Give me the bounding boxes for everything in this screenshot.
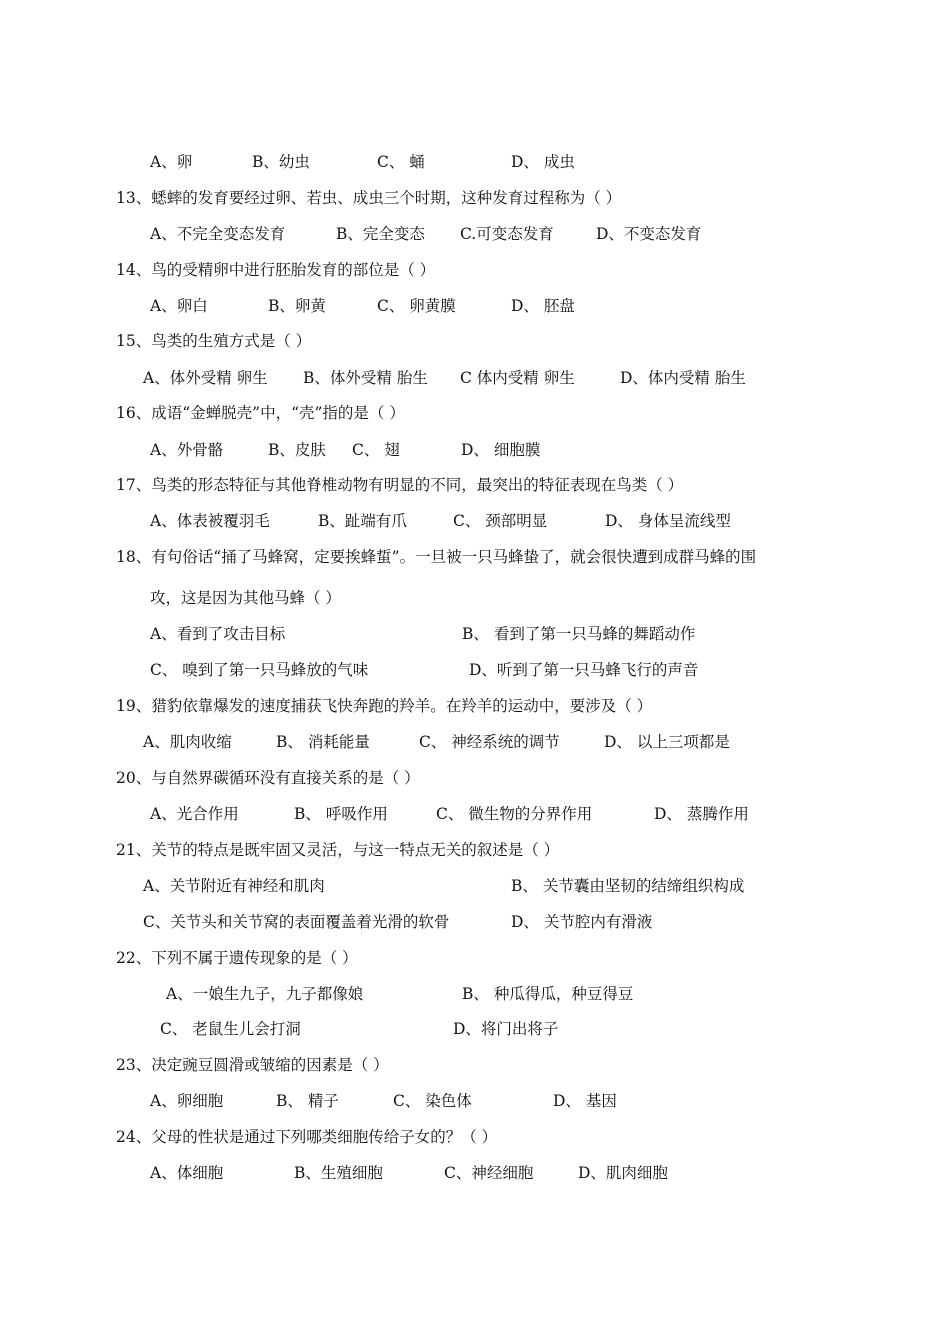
question-stem: 17、鸟类的形态特征与其他脊椎动物有明显的不同，最突出的特征表现在鸟类（ ） [116, 476, 684, 494]
option: D、 成虫 [511, 153, 575, 171]
option: D、将门出将子 [453, 1020, 559, 1038]
question-stem: 16、成语“金蝉脱壳”中，“壳”指的是（ ） [116, 404, 405, 422]
option: A、一娘生九子，九子都像娘 [166, 985, 364, 1003]
option: B、皮肤 [268, 441, 326, 459]
option: A、外骨骼 [150, 441, 224, 459]
question-stem: 23、决定豌豆圆滑或皱缩的因素是（ ） [116, 1056, 389, 1074]
option: A、光合作用 [150, 805, 239, 823]
option: C、关节头和关节窝的表面覆盖着光滑的软骨 [143, 913, 450, 931]
option: C、 颈部明显 [453, 512, 548, 530]
option: C、 翅 [352, 441, 400, 459]
option: A、卵 [150, 153, 193, 171]
question-stem: 13、蟋蟀的发育要经过卵、若虫、成虫三个时期，这种发育过程称为（ ） [116, 189, 622, 207]
option: D、不变态发育 [596, 225, 702, 243]
option: D、体内受精 胎生 [620, 369, 746, 387]
option: C、神经细胞 [444, 1164, 534, 1182]
question-stem: 19、猎豹依靠爆发的速度捕获飞快奔跑的羚羊。在羚羊的运动中，要涉及（ ） [116, 697, 653, 715]
option: D、肌肉细胞 [578, 1164, 668, 1182]
option: B、生殖细胞 [294, 1164, 383, 1182]
option: A、体外受精 卵生 [143, 369, 268, 387]
option: D、 以上三项都是 [604, 733, 730, 751]
option: D、 细胞膜 [461, 441, 541, 459]
option: A、看到了攻击目标 [150, 625, 286, 643]
option: B、 种瓜得瓜，种豆得豆 [462, 985, 634, 1003]
option: A、体表被覆羽毛 [150, 512, 270, 530]
question-stem: 21、关节的特点是既牢固又灵活，与这一特点无关的叙述是（ ） [116, 841, 560, 859]
option: B、趾端有爪 [318, 512, 407, 530]
option: B、 看到了第一只马蜂的舞蹈动作 [462, 625, 696, 643]
option: B、体外受精 胎生 [303, 369, 428, 387]
option: A、不完全变态发育 [150, 225, 286, 243]
option: D、 关节腔内有滑液 [511, 913, 653, 931]
question-stem: 24、父母的性状是通过下列哪类细胞传给子女的？（ ） [116, 1128, 498, 1146]
option: A、卵细胞 [150, 1092, 224, 1110]
option: C、 卵黄膜 [377, 297, 456, 315]
option: D、 基因 [553, 1092, 617, 1110]
option: B、 关节囊由坚韧的结缔组织构成 [511, 877, 745, 895]
option: C、 老鼠生儿会打洞 [160, 1020, 301, 1038]
question-stem: 14、鸟的受精卵中进行胚胎发育的部位是（ ） [116, 261, 436, 279]
option: C、 神经系统的调节 [419, 733, 560, 751]
option: B、完全变态 [336, 225, 425, 243]
option: B、 消耗能量 [276, 733, 370, 751]
option: C、 微生物的分界作用 [436, 805, 593, 823]
option: A、肌肉收缩 [143, 733, 232, 751]
question-stem: 22、下列不属于遗传现象的是（ ） [116, 949, 358, 967]
option: D、 蒸腾作用 [654, 805, 749, 823]
option: D、 身体呈流线型 [605, 512, 731, 530]
option: A、关节附近有神经和肌肉 [143, 877, 325, 895]
question-stem: 20、与自然界碳循环没有直接关系的是（ ） [116, 769, 420, 787]
option: B、 呼吸作用 [294, 805, 388, 823]
question-stem: 18、有句俗话“捅了马蜂窝，定要挨蜂蜇”。一旦被一只马蜂蛰了，就会很快遭到成群马蜂的围 [116, 548, 757, 566]
question-stem-continued: 攻，这是因为其他马蜂（ ） [150, 589, 341, 607]
option: B、幼虫 [252, 153, 310, 171]
option: B、 精子 [276, 1092, 339, 1110]
question-stem: 15、鸟类的生殖方式是（ ） [116, 332, 312, 350]
option: C 体内受精 卵生 [460, 369, 575, 387]
option: D、听到了第一只马蜂飞行的声音 [469, 661, 699, 679]
option: C、 嗅到了第一只马蜂放的气味 [150, 661, 369, 679]
option: D、 胚盘 [511, 297, 575, 315]
option: C.可变态发育 [460, 225, 554, 243]
option: A、卵白 [150, 297, 208, 315]
option: A、体细胞 [150, 1164, 224, 1182]
option: C、 染色体 [393, 1092, 472, 1110]
option: C、 蛹 [377, 153, 425, 171]
option: B、卵黄 [268, 297, 326, 315]
